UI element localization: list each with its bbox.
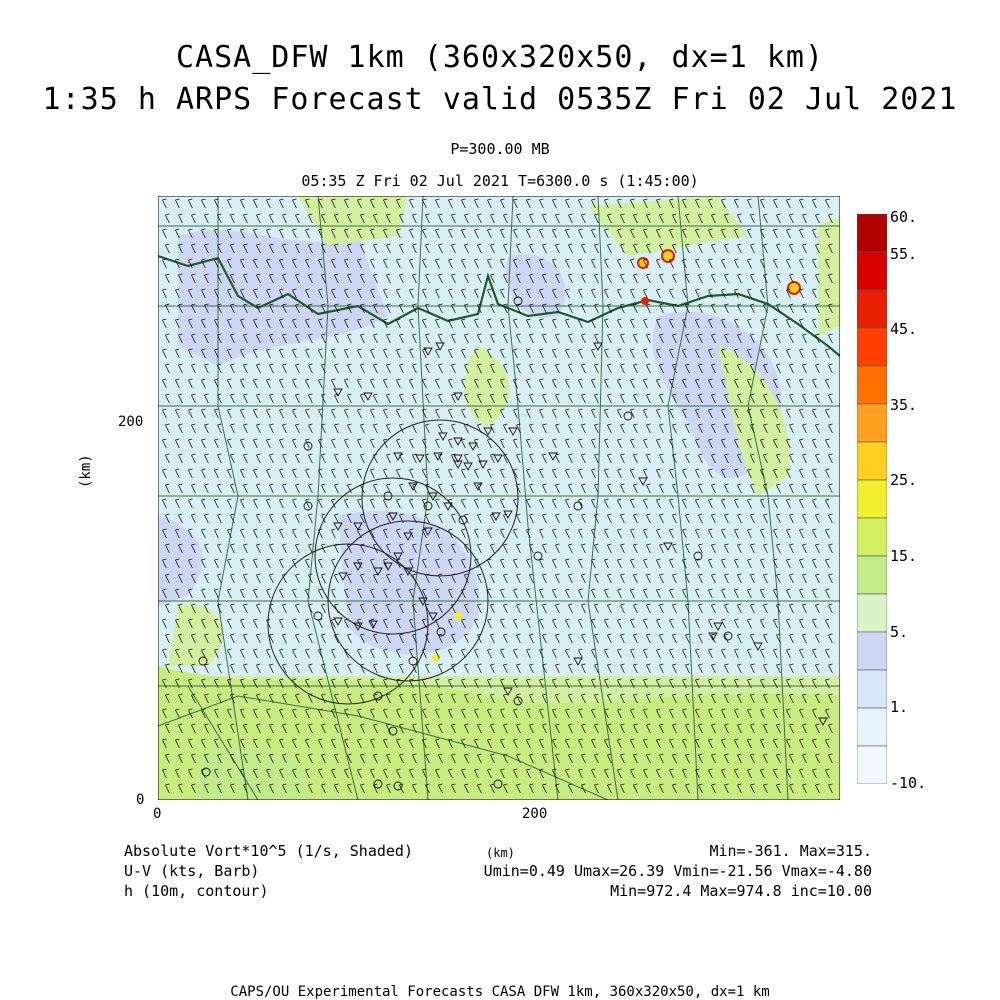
colorbar-swatch [857,328,887,366]
x-tick-0: 0 [153,806,162,822]
colorbar-swatch [857,746,887,784]
colorbar-label-60: 60. [890,208,918,226]
colorbar-swatch [857,518,887,556]
y-axis-label: (km) [78,454,94,488]
footer-credit: CAPS/OU Experimental Forecasts CASA DFW 1km, 360x320x50, dx=1 km [230,984,770,1000]
colorbar-label-45: 45. [890,320,918,338]
colorbar-label-25: 25. [890,471,918,489]
pressure-level-label: P=300.00 MB [450,140,550,158]
contour-stats: Min=972.4 Max=974.8 inc=10.00 [610,882,872,900]
colorbar-swatch [857,708,887,746]
colorbar-label-neg10: -10. [890,774,927,792]
y-tick-200: 200 [118,414,144,430]
colorbar-swatch [857,594,887,632]
colorbar-swatch [857,670,887,708]
valid-time-label: 05:35 Z Fri 02 Jul 2021 T=6300.0 s (1:45:00) [301,172,699,190]
colorbar-label-55: 55. [890,245,918,263]
colorbar-swatch [857,556,887,594]
barb-stats: Umin=0.49 Umax=26.39 Vmin=-21.56 Vmax=-4.80 [483,862,872,880]
colorbar [857,214,887,784]
colorbar-label-35: 35. [890,396,918,414]
colorbar-swatch [857,632,887,670]
barb-field-label: U-V (kts, Barb) [124,862,260,880]
forecast-map [158,196,840,800]
shaded-stats: Min=-361. Max=315. [709,842,872,860]
colorbar-swatch [857,404,887,442]
colorbar-swatch [857,252,887,290]
colorbar-swatch [857,442,887,480]
colorbar-label-5: 5. [890,623,909,641]
y-tick-0: 0 [136,792,145,808]
contour-field-label: h (10m, contour) [124,882,269,900]
shaded-field-label: Absolute Vort*10^5 (1/s, Shaded) [124,842,413,860]
colorbar-swatch [857,366,887,404]
colorbar-swatch [857,480,887,518]
colorbar-swatch [857,214,887,252]
colorbar-label-15: 15. [890,547,918,565]
colorbar-swatch [857,290,887,328]
axis-unit-label: (km) [486,846,515,860]
colorbar-label-1: 1. [890,698,909,716]
x-tick-200: 200 [522,806,548,822]
map-title-line2: 1:35 h ARPS Forecast valid 0535Z Fri 02 Jul 2021 [42,82,958,117]
map-title-line1: CASA_DFW 1km (360x320x50, dx=1 km) [175,40,825,75]
